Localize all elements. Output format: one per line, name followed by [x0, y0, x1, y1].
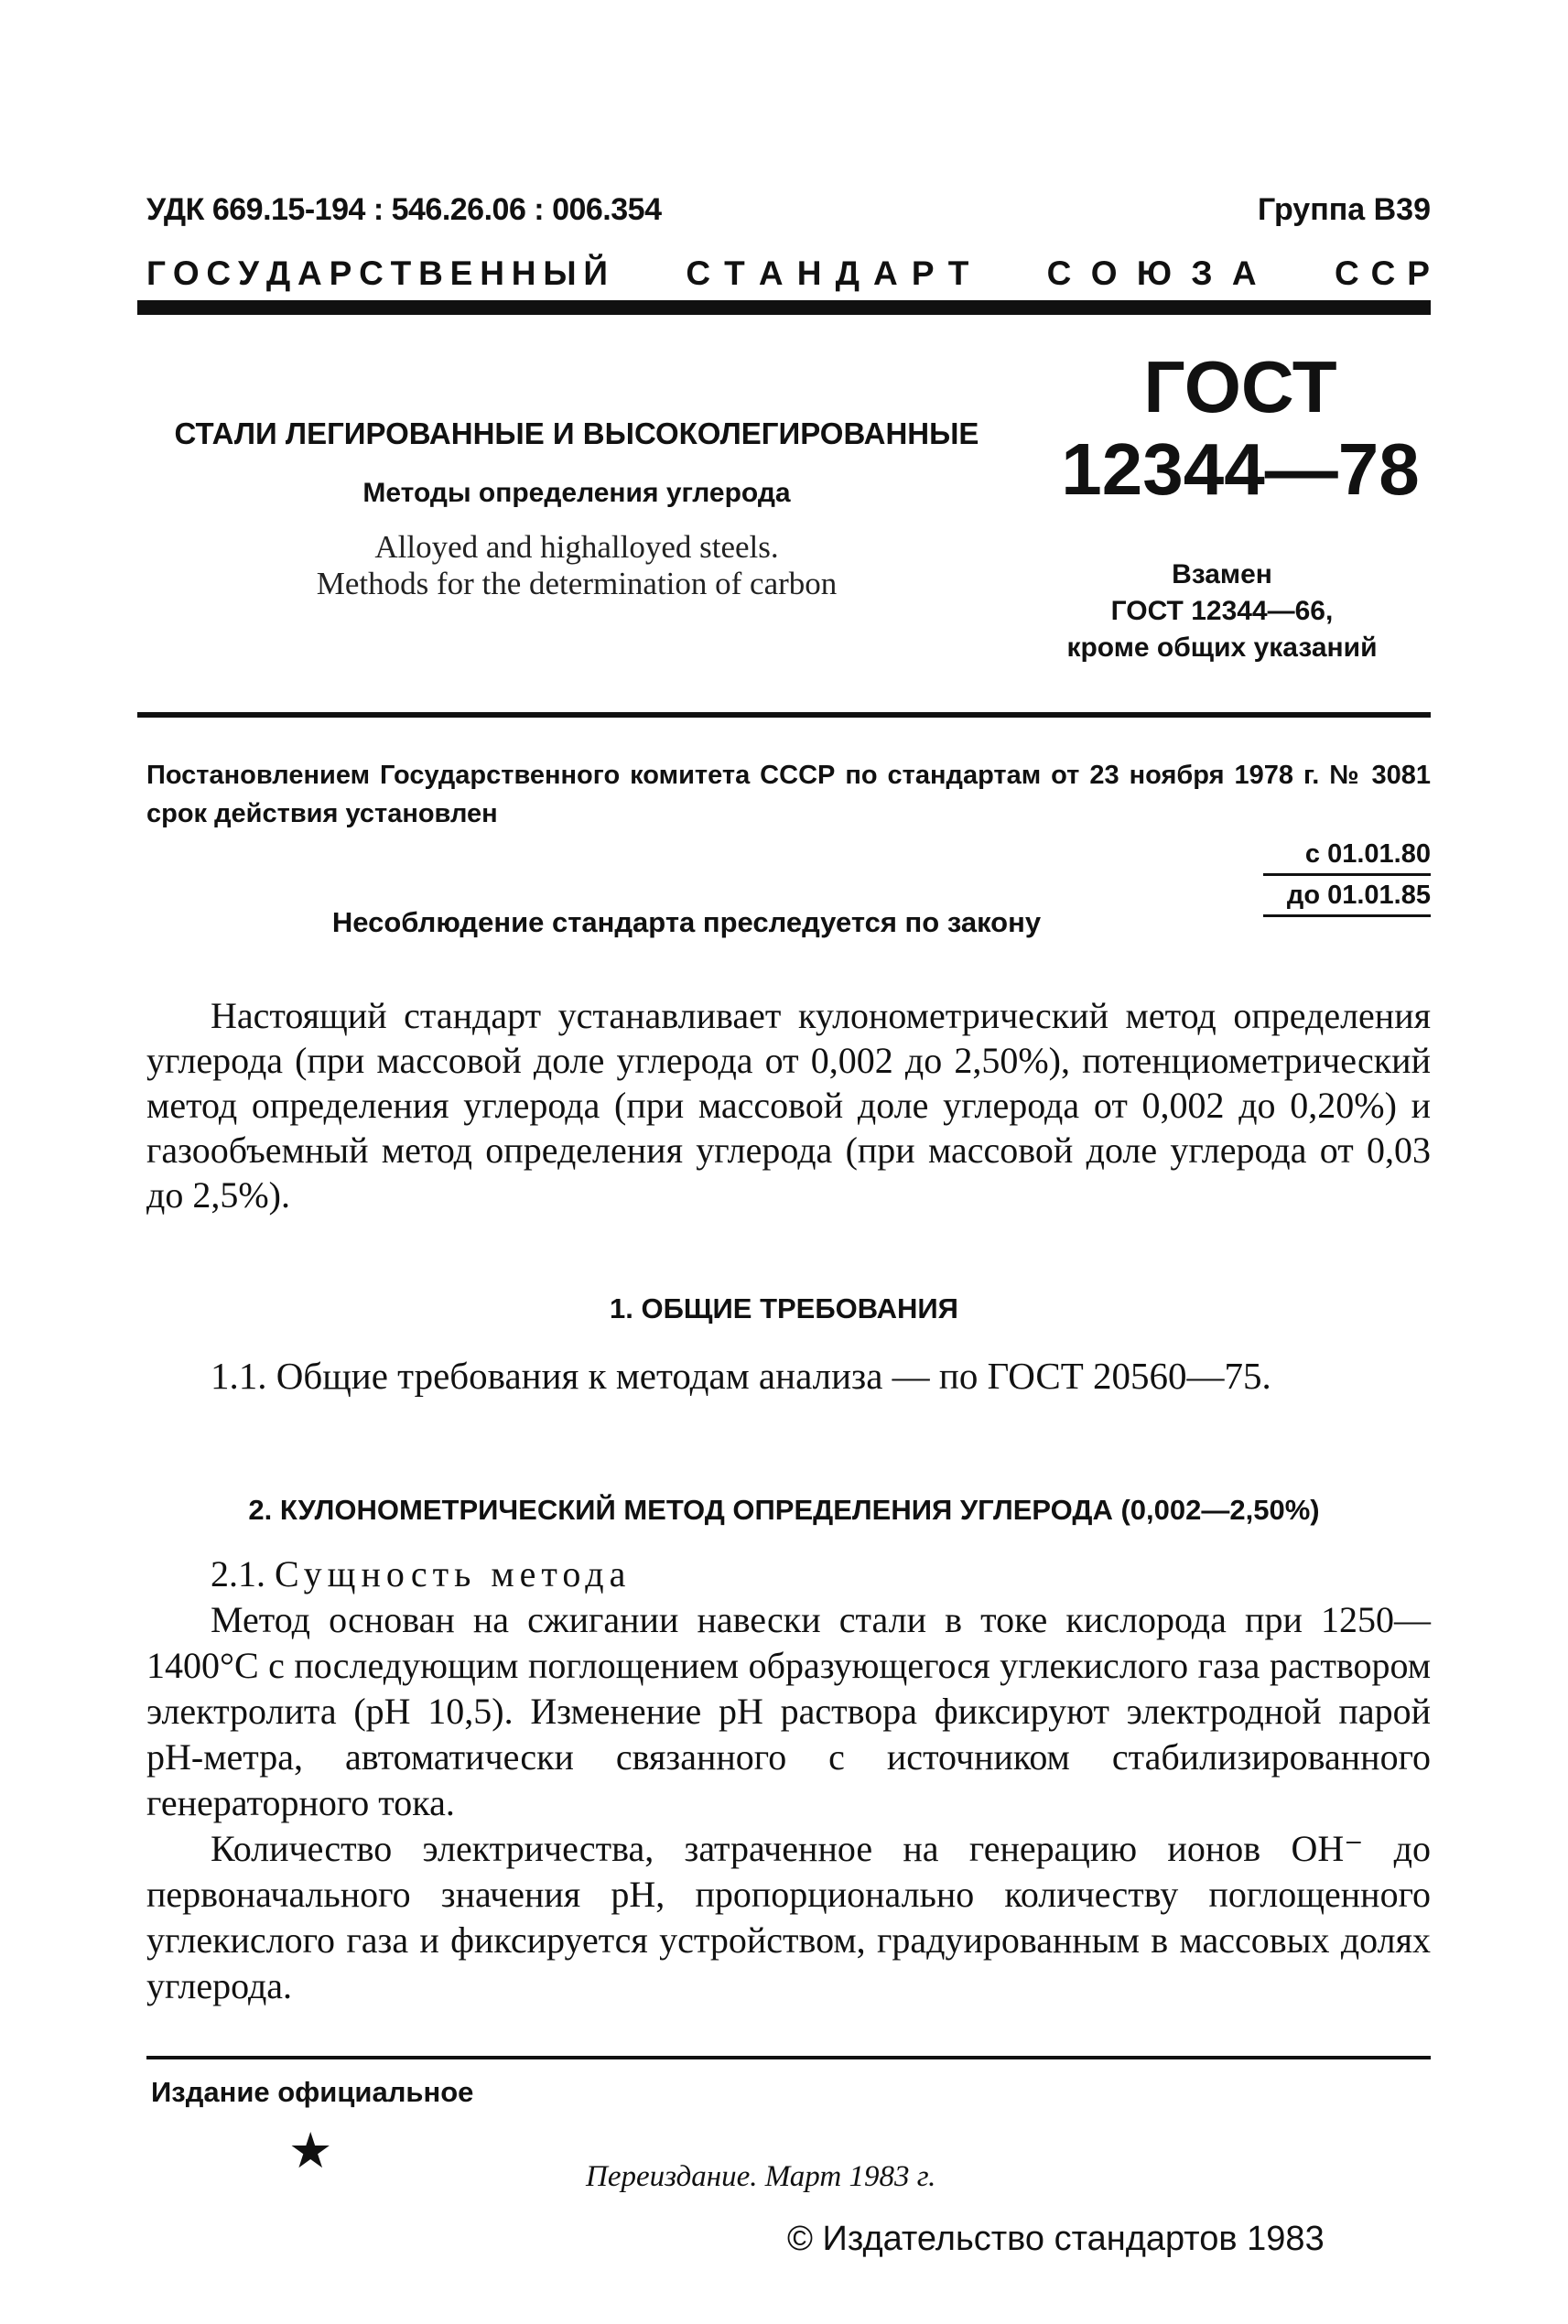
violation-notice: Несоблюдение стандарта преследуется по закону [331, 906, 1042, 938]
replaces-line-3: кроме общих указаний [1066, 632, 1378, 663]
banner-letter: Р [911, 254, 935, 292]
banner-word-1 [146, 254, 609, 293]
replaces-line-1: Взамен [1172, 559, 1272, 589]
star-icon: ★ [288, 2124, 333, 2178]
reissue-note: Переиздание. Март 1983 г. [586, 2160, 936, 2193]
header-rule [137, 300, 1431, 315]
banner-letter: Р [1407, 254, 1431, 292]
section-1-heading: 1. ОБЩИЕ ТРЕБОВАНИЯ [610, 1292, 958, 1324]
section-2-heading: 2. КУЛОНОМЕТРИЧЕСКИЙ МЕТОД ОПРЕДЕЛЕНИЯ УГЛЕРОДА (0,002—2,50%) [248, 1494, 1320, 1526]
banner-letter: Т [390, 254, 413, 292]
validity-period [1263, 835, 1431, 917]
banner-letter: Н [511, 254, 537, 292]
banner-letter: С [686, 254, 712, 292]
intro-paragraph [146, 993, 1431, 1217]
banner-letter: Н [796, 254, 823, 292]
banner-letter: А [297, 254, 323, 292]
banner-letter: С [206, 254, 232, 292]
banner-letter: Е [449, 254, 474, 292]
clause-2-1-para-1: Метод основан на сжигании навески стали в токе кислорода при 1250—1400°С с последующим поглощением образующегося углекислого газа раствором электролита (рН 10,5). Изменение рН раствора фиксируют электродной парой рН-метра, автоматически связанного с источником стабилизированного генераторного тока. [146, 1599, 1431, 1823]
copyright-line: © Издательство стандартов 1983 [787, 2220, 1325, 2258]
banner-letter: Т [724, 254, 746, 292]
banner-letter: Ю [1136, 254, 1173, 292]
banner-letter: С [1334, 254, 1360, 292]
title-en-line-2: Methods for the determination of carbon [316, 566, 838, 601]
banner-letter: З [1191, 254, 1214, 292]
banner-letter: Г [146, 254, 167, 292]
banner-letter: А [873, 254, 899, 292]
document-subtitle: Методы определения углерода [362, 478, 791, 508]
decree-text: Постановлением Государственного комитета СССР по стандартам от 23 ноября 1978 г. № 3081 срок действия установлен [146, 761, 1431, 828]
banner-letter: Т [947, 254, 970, 292]
banner-letter: О [172, 254, 200, 292]
group-code: Группа В39 [1257, 192, 1431, 227]
banner-letter: А [1231, 254, 1258, 292]
banner-letter: Д [835, 254, 860, 292]
clause-2-1-number: 2.1. [211, 1553, 265, 1594]
gost-label: ГОСТ [1143, 346, 1337, 427]
replaces-line-2: ГОСТ 12344—66, [1110, 596, 1334, 626]
udk-code: УДК 669.15-194 : 546.26.06 : 006.354 [146, 192, 662, 227]
banner-letter: Д [265, 254, 292, 292]
validity-to: до 01.01.85 [1263, 873, 1431, 917]
banner-letter: Н [480, 254, 505, 292]
banner-word-3 [1047, 254, 1258, 293]
document-title: СТАЛИ ЛЕГИРОВАННЫЕ И ВЫСОКОЛЕГИРОВАННЫЕ [174, 416, 979, 450]
document-title-english [137, 529, 1016, 602]
title-en-line-1: Alloyed and highalloyed steels. [374, 529, 779, 565]
clause-2-1-name: Сущность метода [275, 1553, 632, 1594]
banner-word-4 [1335, 254, 1431, 293]
banner-letter: У [237, 254, 261, 292]
banner-letter: С [1046, 254, 1073, 292]
banner-letter: В [418, 254, 444, 292]
banner-word-2 [686, 254, 969, 293]
banner-letter: С [1370, 254, 1397, 292]
clause-2-1-para-2: Количество электричества, затраченное на генерацию ионов ОН⁻ до первоначального значения рН, пропорционально количеству поглощенного углекислого газа и фиксируется устройством, градуированным в массовых долях углерода. [146, 1828, 1431, 2006]
section-divider [137, 712, 1431, 718]
banner-letter: С [359, 254, 384, 292]
banner-letter: Ы [543, 254, 578, 292]
clause-2-1 [146, 1551, 1431, 2009]
clause-2-1-title [146, 1551, 1431, 1597]
banner-letter: Й [583, 254, 609, 292]
replaces-note [1007, 557, 1437, 666]
banner-letter: О [1090, 254, 1119, 292]
banner-letter: А [758, 254, 784, 292]
standard-banner [146, 254, 1431, 293]
banner-letter: Р [329, 254, 353, 292]
clause-1-1: 1.1. Общие требования к методам анализа — по ГОСТ 20560—75. [211, 1355, 1271, 1397]
validity-from: с 01.01.80 [1304, 839, 1431, 869]
official-edition-label: Издание официальное [151, 2076, 474, 2108]
footer-divider [146, 2056, 1431, 2059]
gost-number: 12344—78 [1061, 428, 1420, 510]
intro-text: Настоящий стандарт устанавливает кулонометрический метод определения углерода (при массовой доле углерода от 0,002 до 2,50%), потенциометрический метод определения углерода (при массовой доле углерода от 0,002 до 0,20%) и газообъемный метод определения углерода (при массовой доле углерода от 0,03 до 2,5%). [146, 995, 1431, 1216]
